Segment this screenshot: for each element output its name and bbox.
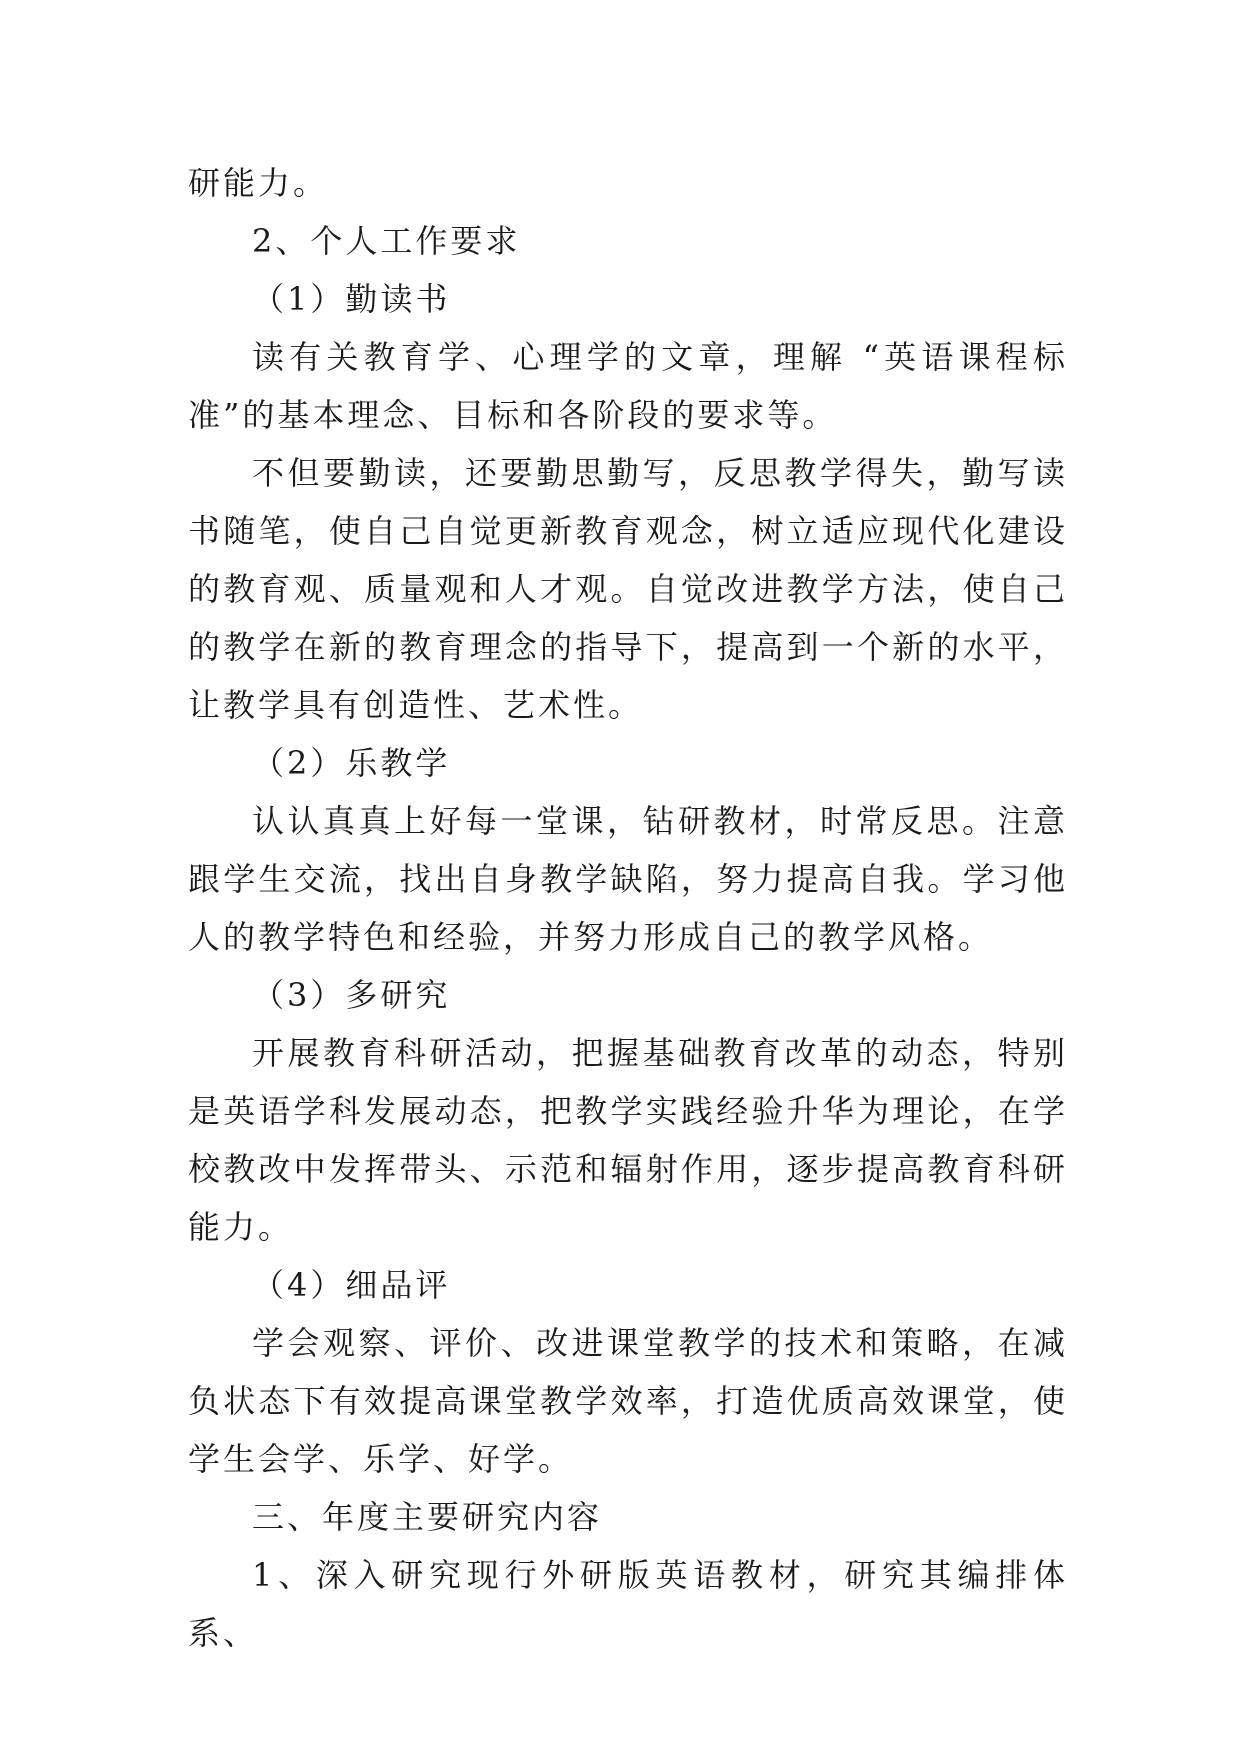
subheading-research-more: （3）多研究 — [252, 976, 451, 1014]
section-heading-annual-research: 三、年度主要研究内容 — [252, 1498, 603, 1536]
paragraph-research: 开展教育科研活动，把握基础教育改革的动态，特别是英语学科发展动态，把教学实践经验升华为理论，在学校教改中发挥带头、示范和辐射作用，逐步提高教育科研能力。 — [188, 1034, 1068, 1246]
paragraph-reflection: 不但要勤读，还要勤思勤写，反思教学得失，勤写读书随笔，使自己自觉更新教育观念，树立适应现代化建设的教育观、质量观和人才观。自觉改进教学方法，使自己的教学在新的教育理念的指导下，提高到一个新的水平，让教学具有创造性、艺术性。 — [188, 454, 1068, 724]
paragraph-research-item-1: 1、深入研究现行外研版英语教材，研究其编排体系、 — [188, 1556, 1068, 1652]
document-body — [188, 154, 1068, 1662]
subheading-enjoy-teaching: （2）乐教学 — [252, 744, 451, 782]
paragraph-evaluation: 学会观察、评价、改进课堂教学的技术和策略，在减负状态下有效提高课堂教学效率，打造优质高效课堂，使学生会学、乐学、好学。 — [188, 1324, 1068, 1478]
section-heading-personal-requirements: 2、个人工作要求 — [252, 222, 521, 260]
paragraph-teaching: 认认真真上好每一堂课，钻研教材，时常反思。注意跟学生交流，找出自身教学缺陷，努力提高自我。学习他人的教学特色和经验，并努力形成自己的教学风格。 — [188, 802, 1068, 956]
paragraph-reading: 读有关教育学、心理学的文章，理解 “英语课程标准”的基本理念、目标和各阶段的要求等。 — [188, 338, 1068, 434]
paragraph-continuation: 研能力。 — [188, 164, 329, 202]
subheading-read-diligently: （1）勤读书 — [252, 280, 451, 318]
subheading-evaluate-carefully: （4）细品评 — [252, 1266, 451, 1304]
